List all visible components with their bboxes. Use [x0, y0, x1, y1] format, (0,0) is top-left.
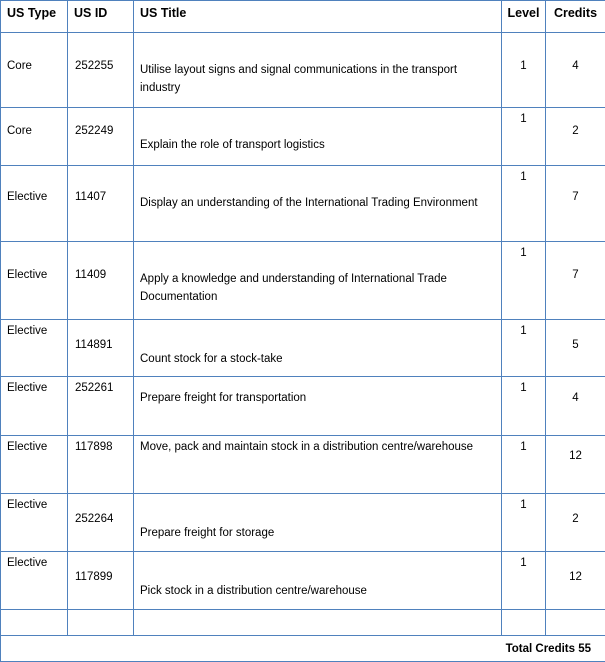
level-cell [502, 494, 546, 552]
us-title-cell-text: Prepare freight for transportation [140, 389, 495, 407]
total-credits: Total Credits 55 [1, 636, 605, 662]
table-row [1, 552, 605, 610]
us-id-cell [68, 166, 134, 242]
us-type-cell-text: Elective [7, 554, 47, 572]
table-row [1, 108, 605, 166]
us-type-cell-text: Elective [7, 496, 47, 514]
blank-cell [68, 610, 134, 636]
credits-cell-text: 5 [546, 336, 605, 354]
us-title-cell-text: Pick stock in a distribution centre/warehouse [140, 582, 495, 600]
header-us-id: US ID [68, 1, 134, 33]
level-cell [502, 552, 546, 610]
level-cell [502, 166, 546, 242]
credits-cell-text: 12 [546, 447, 605, 465]
level-cell-text: 1 [502, 57, 545, 75]
us-id-cell-text: 117898 [75, 438, 113, 456]
credits-cell-text: 2 [546, 122, 605, 140]
credits-cell [546, 552, 605, 610]
table-row [1, 33, 605, 108]
us-type-cell [1, 377, 68, 436]
credits-cell [546, 242, 605, 320]
us-id-cell [68, 494, 134, 552]
us-id-cell-text: 11409 [75, 266, 106, 284]
us-title-cell [134, 436, 502, 494]
header-credits: Credits [546, 1, 605, 33]
header-row [1, 1, 605, 33]
level-cell [502, 33, 546, 108]
credits-cell [546, 166, 605, 242]
us-id-cell-text: 117899 [75, 568, 113, 586]
us-id-cell-text: 252255 [75, 57, 113, 75]
us-title-cell-text: Count stock for a stock-take [140, 350, 495, 368]
level-cell-text: 1 [502, 554, 545, 572]
header-us-title: US Title [134, 1, 502, 33]
blank-cell [134, 610, 502, 636]
us-type-cell [1, 320, 68, 377]
us-id-cell-text: 252249 [75, 122, 113, 140]
table-row [1, 320, 605, 377]
us-id-cell [68, 242, 134, 320]
level-cell-text: 1 [502, 110, 545, 128]
us-type-cell [1, 552, 68, 610]
level-cell [502, 108, 546, 166]
level-cell [502, 436, 546, 494]
total-row [1, 636, 605, 662]
level-cell [502, 242, 546, 320]
table-row [1, 377, 605, 436]
us-title-cell [134, 552, 502, 610]
us-title-cell-text: Utilise layout signs and signal communications in the transport industry [140, 61, 495, 97]
credits-cell [546, 108, 605, 166]
us-type-cell-text: Elective [7, 322, 47, 340]
us-type-cell-text: Elective [7, 438, 47, 456]
us-type-cell [1, 33, 68, 108]
us-title-cell-text: Apply a knowledge and understanding of International Trade Documentation [140, 270, 495, 306]
us-type-cell-text: Core [7, 122, 32, 140]
level-cell [502, 320, 546, 377]
table-row [1, 166, 605, 242]
level-cell [502, 377, 546, 436]
blank-row [1, 610, 605, 636]
level-cell-text: 1 [502, 496, 545, 514]
us-type-cell-text: Elective [7, 379, 47, 397]
us-title-cell [134, 108, 502, 166]
header-level: Level [502, 1, 546, 33]
us-title-cell-text: Move, pack and maintain stock in a distribution centre/warehouse [140, 438, 495, 456]
credits-cell [546, 494, 605, 552]
blank-cell [502, 610, 546, 636]
us-type-cell [1, 108, 68, 166]
us-id-cell [68, 436, 134, 494]
us-type-cell [1, 242, 68, 320]
level-cell-text: 1 [502, 379, 545, 397]
us-type-cell [1, 436, 68, 494]
credits-cell-text: 12 [546, 568, 605, 586]
us-type-cell-text: Elective [7, 188, 47, 206]
us-title-cell [134, 166, 502, 242]
credits-cell-text: 7 [546, 266, 605, 284]
us-title-cell [134, 242, 502, 320]
us-title-cell [134, 494, 502, 552]
us-id-cell [68, 377, 134, 436]
us-type-cell [1, 494, 68, 552]
us-title-cell-text: Prepare freight for storage [140, 524, 495, 542]
us-type-cell-text: Elective [7, 266, 47, 284]
credits-cell [546, 33, 605, 108]
credits-cell [546, 436, 605, 494]
us-id-cell-text: 11407 [75, 188, 106, 206]
level-cell-text: 1 [502, 168, 545, 186]
level-cell-text: 1 [502, 244, 545, 262]
credits-cell-text: 4 [546, 389, 605, 407]
table-row [1, 436, 605, 494]
us-title-cell [134, 320, 502, 377]
table-row [1, 242, 605, 320]
table-row [1, 494, 605, 552]
blank-cell [546, 610, 605, 636]
us-title-cell [134, 377, 502, 436]
us-type-cell-text: Core [7, 57, 32, 75]
credits-cell-text: 7 [546, 188, 605, 206]
level-cell-text: 1 [502, 322, 545, 340]
credits-cell [546, 377, 605, 436]
us-id-cell [68, 108, 134, 166]
us-id-cell-text: 114891 [75, 336, 113, 354]
credits-cell-text: 4 [546, 57, 605, 75]
credits-cell-text: 2 [546, 510, 605, 528]
us-title-cell-text: Display an understanding of the International Trading Environment [140, 194, 495, 212]
header-us-type: US Type [1, 1, 68, 33]
us-title-cell-text: Explain the role of transport logistics [140, 136, 495, 154]
us-id-cell [68, 552, 134, 610]
level-cell-text: 1 [502, 438, 545, 456]
us-id-cell-text: 252264 [75, 510, 113, 528]
us-id-cell [68, 320, 134, 377]
blank-cell [1, 610, 68, 636]
us-id-cell-text: 252261 [75, 379, 113, 397]
us-type-cell [1, 166, 68, 242]
us-id-cell [68, 33, 134, 108]
credits-cell [546, 320, 605, 377]
us-title-cell [134, 33, 502, 108]
